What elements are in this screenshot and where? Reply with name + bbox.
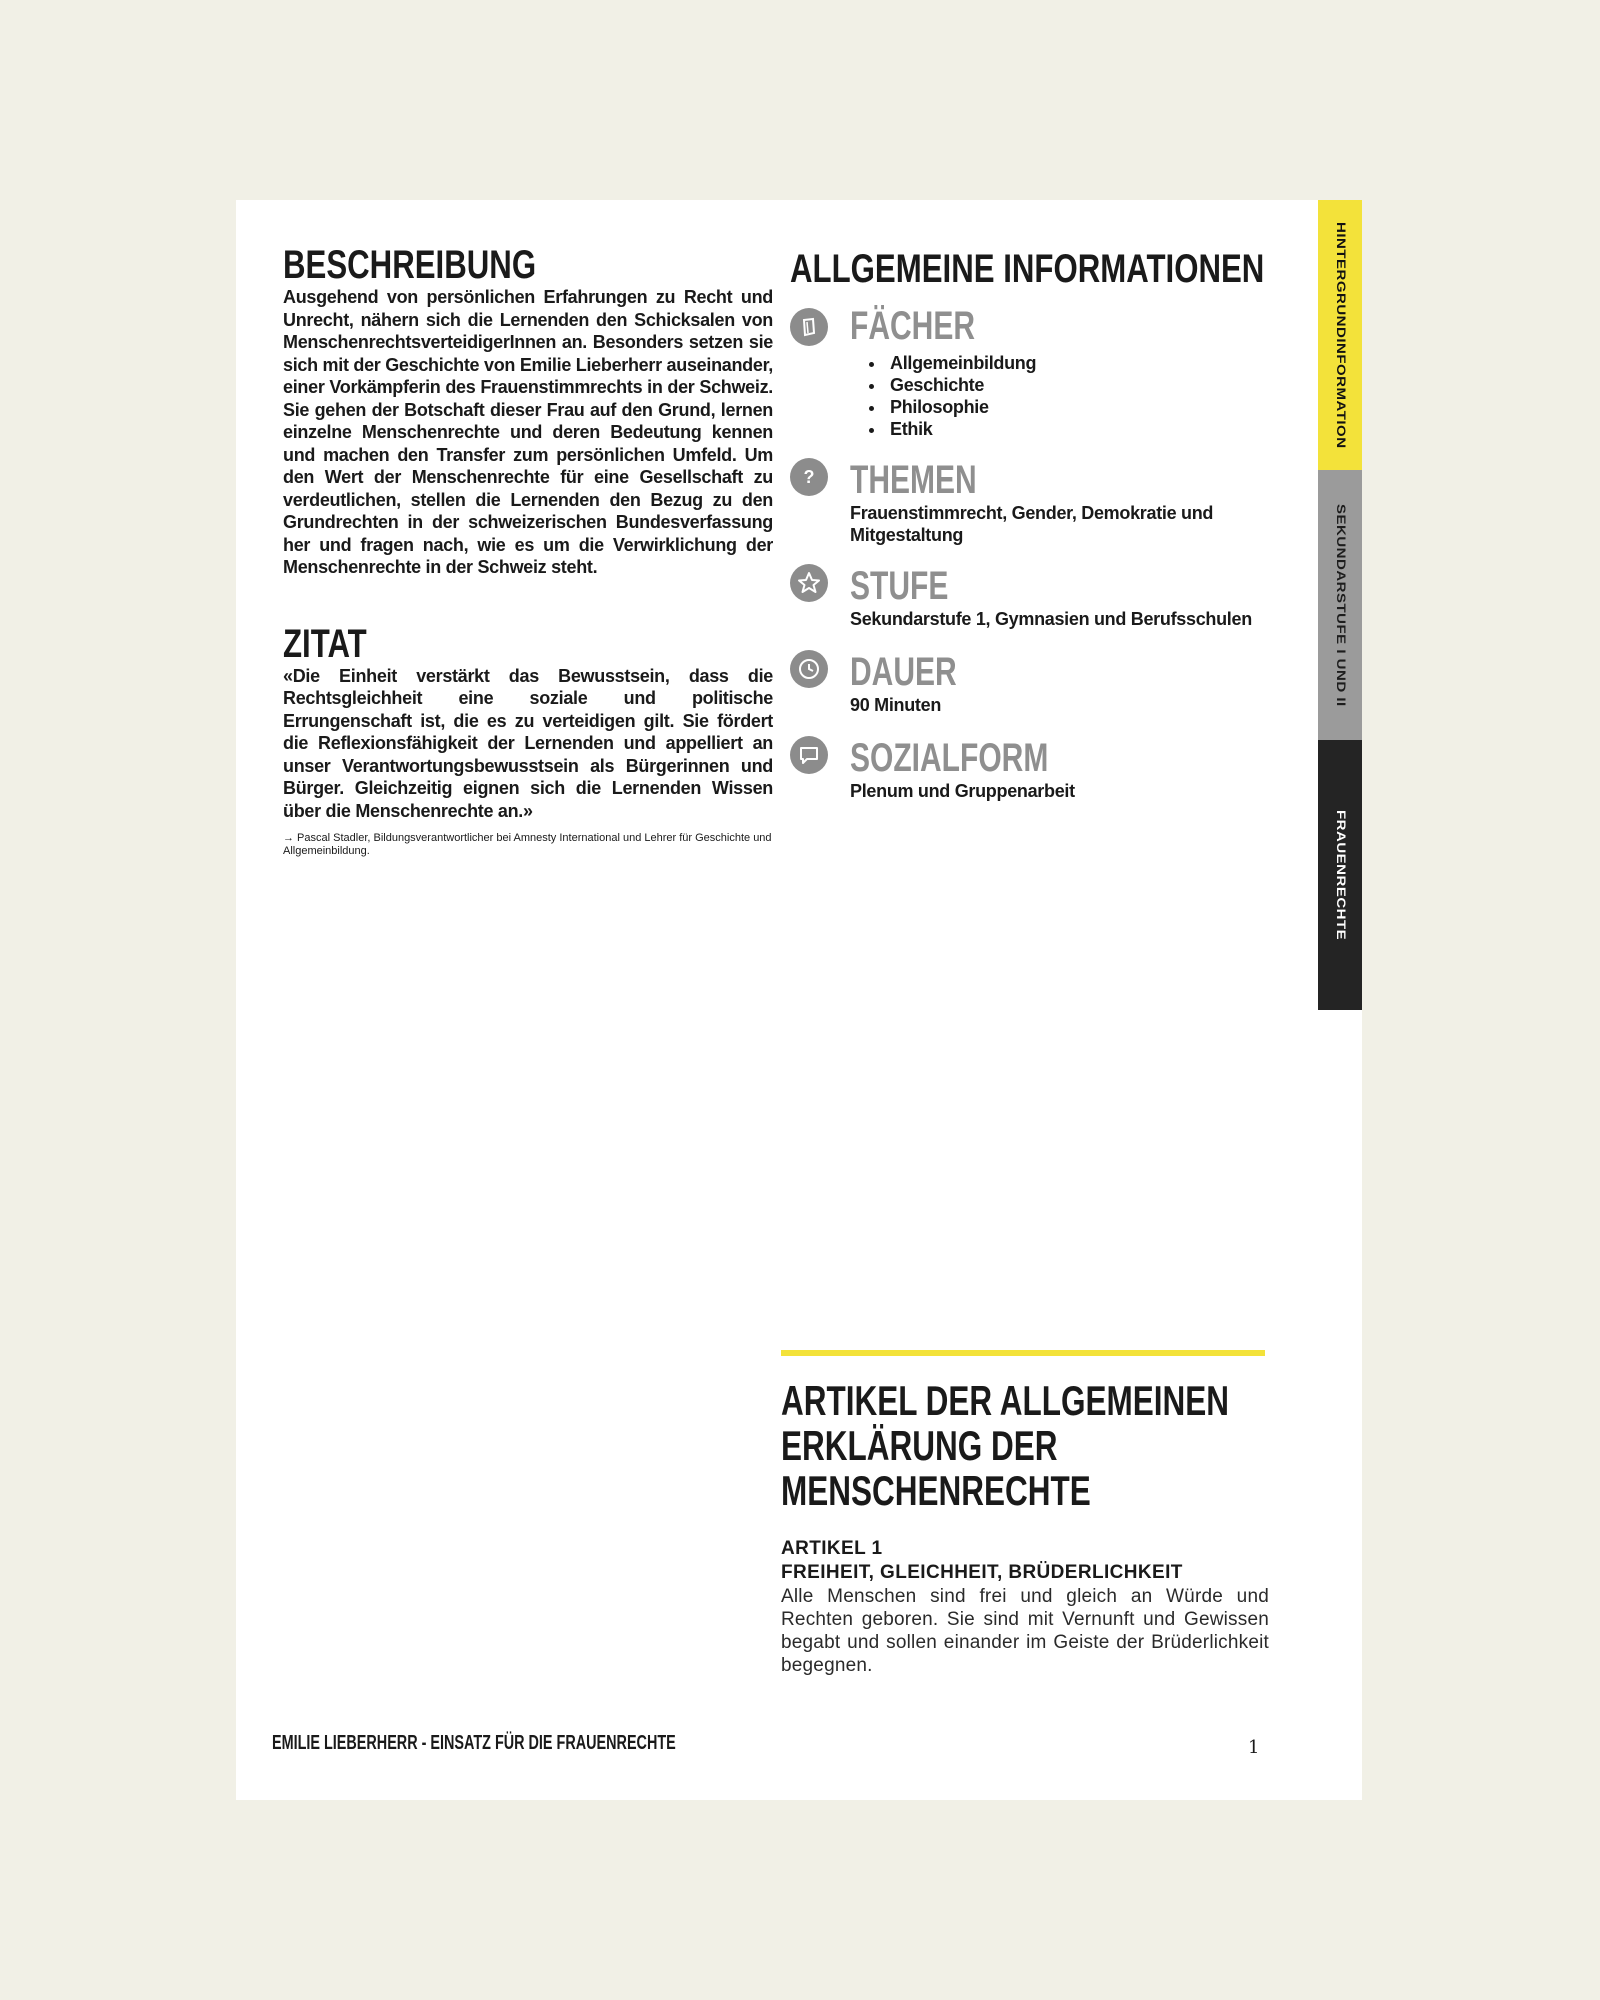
tab-hintergrundinformation — [1318, 200, 1362, 470]
article-section — [781, 1350, 1269, 1677]
sozialform-section — [790, 736, 1270, 802]
zitat-source: → Pascal Stadler, Bildungsverantwortlicher bei Amnesty International und Lehrer für Geschichte und Allgemeinbildung. — [283, 832, 772, 857]
document-page — [236, 200, 1362, 1800]
themen-section — [790, 458, 1270, 546]
tab-label: HINTERGRUNDINFORMATION — [1333, 221, 1347, 449]
sozialform-heading: SOZIALFORM — [850, 736, 1049, 780]
beschreibung-text: Ausgehend von persönlichen Erfahrungen zu Recht und Unrecht, nähern sich die Lernenden den Schicksalen von MenschenrechtsverteidigerInnen an. Besonders setzen sie sich mit der Geschichte von Emilie Lieberherr auseinander, einer Vorkämpferin des Frauenstimmrechts in der Schweiz. Sie gehen der Botschaft dieser Frau auf den Grund, lernen einzelne Menschenrechte und deren Bedeutung kennen und machen den Transfer zum persönlichen Umfeld. Um den Wert der Menschenrechte für eine Gesellschaft zu verdeutlichen, stellen die Lernenden den Bezug zu den Grundrechten in der schweizerischen Bundesverfassung her und fragen nach, wie es um die Verwirklichung der Menschenrechte in der Schweiz steht. — [283, 287, 773, 577]
zitat-text: «Die Einheit verstärkt das Bewusstsein, dass die Rechtsgleichheit eine soziale und politische Errungenschaft ist, die es zu verteidigen gilt. Sie fördert die Reflexionsfähigkeit der Lernenden und appelliert an unser Verantwortungsbewusstsein als Bürgerinnen und Bürger. Gleichzeitig eignen sich die Lernenden Wissen über die Menschenrechte an.» — [283, 665, 773, 821]
article-title-line: MENSCHENRECHTE — [781, 1467, 1091, 1514]
article-title-line: ARTIKEL DER ALLGEMEINEN — [781, 1377, 1230, 1424]
list-item: • Philosophie — [886, 396, 1270, 418]
dauer-heading: DAUER — [850, 650, 957, 694]
clock-icon — [790, 650, 828, 688]
general-info — [790, 248, 1270, 802]
left-column — [283, 244, 773, 858]
list-item: • Allgemeinbildung — [886, 352, 1270, 374]
footer-title: EMILIE LIEBERHERR - EINSATZ FÜR DIE FRAUENRECHTE — [272, 1732, 676, 1754]
article-title-line: ERKLÄRUNG DER — [781, 1422, 1058, 1469]
question-icon: ? — [790, 458, 828, 496]
faecher-heading: FÄCHER — [850, 304, 976, 348]
divider — [781, 1350, 1265, 1356]
zitat-heading: ZITAT — [283, 621, 367, 666]
tab-label: FRAUENRECHTE — [1333, 809, 1347, 941]
tab-sekundarstufe — [1318, 470, 1362, 740]
faecher-list — [850, 352, 1270, 440]
dauer-section — [790, 650, 1270, 716]
book-icon — [790, 308, 828, 346]
list-item: • Ethik — [886, 418, 1270, 440]
tab-label: SEKUNDARSTUFE I UND II — [1333, 503, 1347, 707]
beschreibung-heading: BESCHREIBUNG — [283, 243, 537, 287]
faecher-section — [790, 304, 1270, 440]
speech-bubble-icon — [790, 736, 828, 774]
sozialform-text: Plenum und Gruppenarbeit — [850, 781, 1075, 801]
themen-text: Frauenstimmrecht, Gender, Demokratie und Mitgestaltung — [850, 503, 1214, 545]
star-icon — [790, 564, 828, 602]
page-number: 1 — [1248, 1737, 1260, 1758]
article-subtitle: FREIHEIT, GLEICHHEIT, BRÜDERLICHKEIT — [781, 1562, 1183, 1583]
stufe-text: Sekundarstufe 1, Gymnasien und Berufsschulen — [850, 609, 1252, 629]
info-heading: ALLGEMEINE INFORMATIONEN — [790, 247, 1265, 291]
list-item: • Geschichte — [886, 374, 1270, 396]
themen-heading: THEMEN — [850, 458, 977, 502]
article-text: Alle Menschen sind frei und gleich an Würde und Rechten geboren. Sie sind mit Vernunft und Gewissen begabt und sollen einander im Geiste der Brüderlichkeit begegnen. — [781, 1586, 1269, 1676]
article-number: ARTIKEL 1 — [781, 1538, 883, 1559]
tab-frauenrechte — [1318, 740, 1362, 1010]
stufe-section — [790, 564, 1270, 630]
dauer-text: 90 Minuten — [850, 695, 942, 715]
stufe-heading: STUFE — [850, 564, 949, 608]
